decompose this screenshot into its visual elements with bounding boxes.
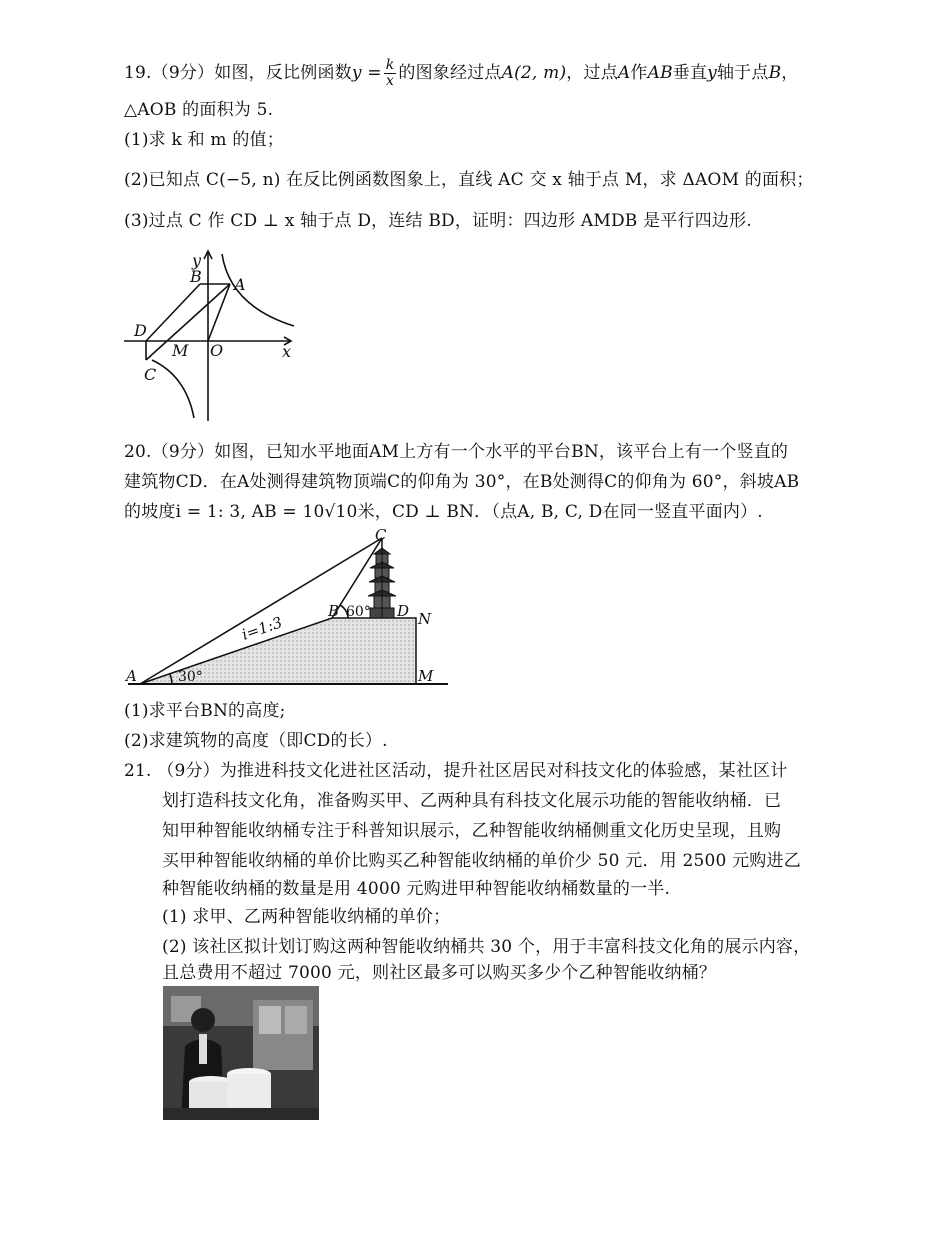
q21-line-4: 买甲种智能收纳桶的单价比购买乙种智能收纳桶的单价少 50 元．用 2500 元购进乙 — [162, 851, 801, 871]
label-m: M — [418, 667, 434, 685]
label-y: y — [192, 251, 202, 270]
q21-line-5: 种智能收纳桶的数量是用 4000 元购进甲种智能收纳桶数量的一半. — [162, 879, 671, 899]
q21-part-2: (2) 该社区拟计划订购这两种智能收纳桶共 30 个，用于丰富科技文化角的展示内容， — [162, 937, 811, 957]
q19-frac-den: x — [386, 73, 395, 89]
label-n: N — [418, 610, 432, 628]
q19-frac-num: k — [385, 57, 395, 73]
label-slope: i=1:3 — [239, 613, 285, 644]
q20-figure — [120, 528, 450, 690]
label-c: C — [375, 528, 387, 544]
label-c: C — [144, 365, 157, 384]
q19-func-lhs: y = — [351, 63, 382, 83]
q20-part-2: (2)求建筑物的高度（即CD的长）. — [124, 731, 388, 751]
q19-intro: 19.（9分）如图，反比例函数 — [124, 63, 352, 83]
q19-text-c: ，过点 — [566, 63, 618, 83]
label-b: B — [328, 602, 340, 620]
q19-part-1: (1)求 k 和 m 的值； — [124, 130, 284, 150]
label-x: x — [282, 342, 292, 361]
q20-part-1: (1)求平台BN的高度; — [124, 701, 286, 721]
q19-ab: AB — [647, 63, 673, 83]
label-angle-60: 60° — [346, 604, 371, 620]
smart-bin-photo — [163, 986, 319, 1120]
label-a: A — [234, 275, 246, 294]
q19-point-a: A(2, m) — [501, 63, 567, 83]
label-o: O — [210, 341, 224, 360]
q19-text-f: 轴于点 — [716, 63, 769, 83]
q21-line-8: 且总费用不超过 7000 元，则社区最多可以购买多少个乙种智能收纳桶？ — [162, 963, 717, 983]
q19-line-2: △AOB 的面积为 5. — [124, 100, 274, 120]
label-d: D — [397, 602, 410, 620]
q19-text-d: 作 — [630, 63, 648, 83]
q19-fraction — [384, 58, 397, 89]
q19-yaxis: y — [707, 63, 717, 83]
q19-figure — [118, 246, 308, 424]
q19-text-b: 的图象经过点 — [398, 63, 502, 83]
label-angle-30: 30° — [178, 669, 203, 685]
segment-oa — [208, 284, 230, 341]
q21-line-2: 划打造科技文化角，准备购买甲、乙两种具有科技文化展示功能的智能收纳桶．已 — [162, 791, 782, 811]
q19-a: A — [617, 63, 631, 83]
q19-text-e: 垂直 — [672, 63, 708, 83]
q21-part-1: (1) 求甲、乙两种智能收纳桶的单价； — [162, 907, 451, 927]
q21-line-1: 21. （9分）为推进科技文化进社区活动，提升社区居民对科技文化的体验感，某社区计 — [124, 761, 788, 781]
q19-part-3: (3)过点 C 作 CD ⊥ x 轴于点 D，连结 BD，证明：四边形 AMDB 是平行四边形. — [124, 211, 752, 231]
q19-line-1 — [124, 58, 799, 89]
q20-line-2: 建筑物CD．在A处测得建筑物顶端C的仰角为 30°，在B处测得C的仰角为 60°，斜坡AB — [124, 472, 800, 492]
q19-part-2: (2)已知点 C(−5, n) 在反比例函数图象上，直线 AC 交 x 轴于点 M，求 ΔAOM 的面积； — [124, 170, 814, 190]
q21-line-3: 知甲种智能收纳桶专注于科普知识展示，乙种智能收纳桶侧重文化历史呈现，且购 — [162, 821, 782, 841]
label-m: M — [172, 341, 189, 360]
label-a: A — [126, 667, 137, 685]
q20-line-1: 20.（9分）如图，已知水平地面AM上方有一个水平的平台BN，该平台上有一个竖直的 — [124, 442, 789, 462]
label-b: B — [190, 267, 202, 286]
hyperbola-branch-2 — [152, 360, 194, 418]
q19-text-g: ， — [781, 63, 799, 83]
label-d: D — [134, 321, 147, 340]
segment-bd — [146, 284, 200, 341]
q19-b: B — [768, 63, 782, 83]
hyperbola-branch-1 — [222, 254, 294, 326]
q20-line-3: 的坡度i = 1: 3, AB = 10√10米，CD ⊥ BN．（点A, B, C, D在同一竖直平面内）. — [124, 502, 763, 522]
